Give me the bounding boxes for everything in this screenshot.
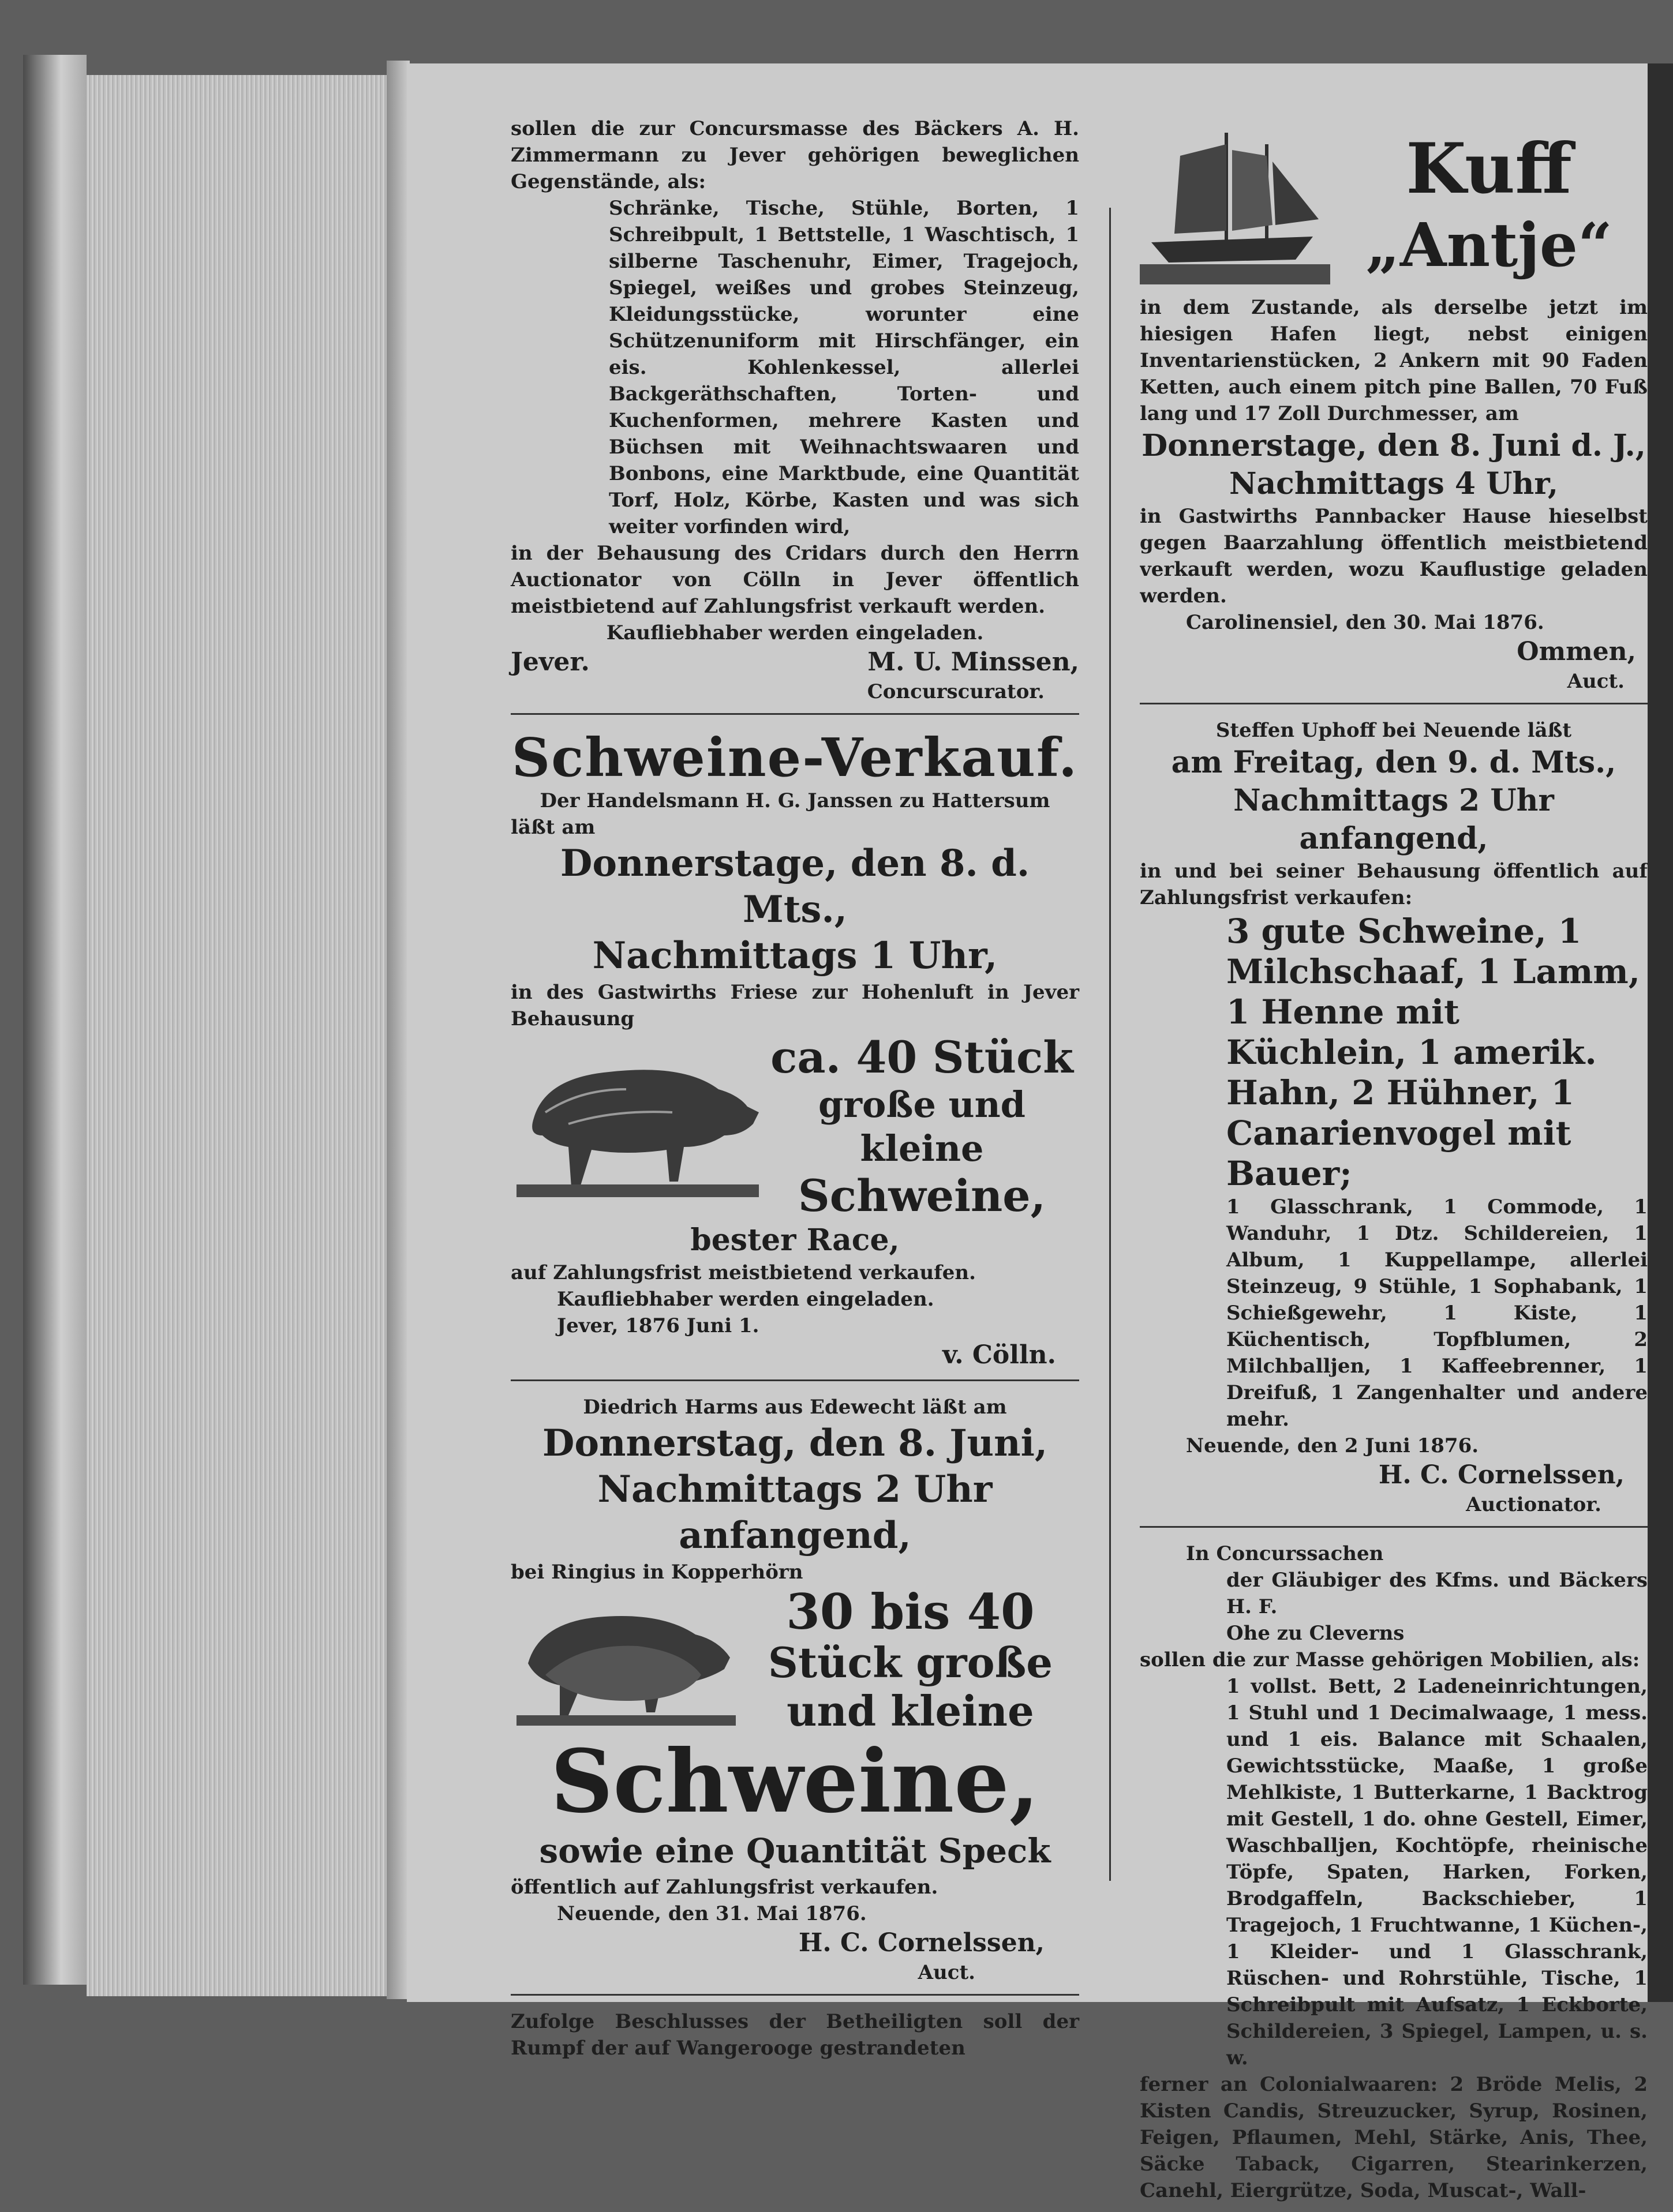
ad-role: Auct. [918,1961,975,1984]
ad-date: am Freitag, den 9. d. Mts., [1171,745,1616,780]
ad-role: Auctionator. [1466,1493,1601,1516]
ad-role: Auct. [1567,670,1625,693]
book-gutter [387,61,410,1999]
ad-location: in und bei seiner Behausung öffentlich auf Zahlungsfrist verkaufen: [1140,860,1648,909]
pig-illustration-row [511,1032,1079,1221]
ad-diedrich-harms [511,1394,1079,1986]
separator [1140,703,1648,704]
ad-body: in der Behausung des Cridars durch den Herrn Auctionator von Cölln in Jever öffentlich meistbietend auf Zahlungsfrist verkauft werden. [511,542,1079,618]
ad-dateline: Neuende, den 31. Mai 1876. [557,1902,867,1925]
goods-count: ca. 40 Stück [770,1032,1073,1083]
ad-time: Nachmittags 4 Uhr, [1229,466,1559,501]
ad-schweine-verkauf [511,728,1079,1371]
separator [511,1994,1079,1996]
ad-kuff-antje [1140,115,1648,695]
ad-zimmermann [511,115,1079,705]
ad-invite: Kaufliebhaber werden eingeladen. [557,1288,934,1311]
ad-intro: sollen die zur Concursmasse des Bäckers A. H. Zimmermann zu Jever gehörigen beweglichen Gegenstände, als: [511,117,1079,193]
goods-size: und kleine [787,1686,1034,1735]
ad-line-3: Ohe zu Cleverns [1226,1622,1405,1645]
ad-signature [511,646,1079,678]
ad-signer: v. Cölln. [942,1340,1056,1370]
goods-kind: Schweine, [551,1731,1039,1832]
goods-count: 30 bis 40 [786,1583,1035,1640]
ad-body: in dem Zustande, als derselbe jetzt im hiesigen Hafen liegt, nebst einigen Inventarienstücken, 2 Ankern mit 90 Faden Ketten, auch einem pitch pine Ballen, 70 Fuß lang und 17 Zoll Durchmesser, am [1140,296,1648,425]
goods-size: große und kleine [818,1083,1025,1169]
ad-more: ferner an Colonialwaaren: 2 Bröde Melis, 2 Kisten Candis, Streuzucker, Syrup, Rosinen, Feigen, Pflaumen, Mehl, Stärke, Anis, Thee, Säcke Taback, Cigarren, Stearinkerzen, Canehl, Eiergrütze, Soda, Muscat-, Wall- [1140,2073,1648,2202]
ad-invite: Kaufliebhaber werden eingeladen. [606,621,984,644]
book-edge-right [1648,63,1673,2002]
ad-items: 1 vollst. Bett, 2 Ladeneinrichtungen, 1 Stuhl und 1 Decimalwaage, 1 mess. und 1 eis. Balance mit Schaalen, Gewichtsstücke, Maaße, 1 große Mehlkiste, 1 Butterkarne, 1 Backtrog mit Gestell, 1 do. ohne Gestell, Eimer, Waschballjen, Kochtöpfe, rheinische Töpfe, Spaten, Harken, Forken, Brodgaffeln, Backschieber, 1 Tragejoch, 1 Fruchtwanne, 1 Küchen-, 1 Kleider- und 1 Glasschrank, Rüschen- und Rohrstühle, Tische, 1 Schreibpult mit Aufsatz, 1 Eckborte, Schildereien, 3 Spiegel, Lampen, u. s. w. [1226,1675,1648,2069]
goods-unit: Stück große [768,1638,1053,1687]
separator [1140,1526,1648,1528]
ad-animals: 3 gute Schweine, 1 Milchschaaf, 1 Lamm, 1 Henne mit Küchlein, 1 amerik. Hahn, 2 Hühner, 1 Canarienvogel mit Bauer; [1226,912,1640,1193]
ad-items: 1 Glasschrank, 1 Commode, 1 Wanduhr, 1 Dtz. Schildereien, 1 Album, 1 Kuppellampe, allerlei Steinzeug, 9 Stühle, 1 Sophabank, 1 Schießgewehr, 1 Kiste, 1 Küchentisch, Topfblumen, 2 Milchballjen, 1 Kaffeebrenner, 1 Dreifuß, 1 Zangenhalter und andere mehr. [1226,1195,1648,1431]
column-divider [1109,208,1111,1881]
ad-terms: auf Zahlungsfrist meistbietend verkaufen. [511,1261,976,1284]
ad-signer: M. U. Minssen, [867,647,1079,677]
ad-time: Nachmittags 2 Uhr anfangend, [1233,783,1554,856]
goods-kind: Schweine, [798,1170,1046,1221]
ad-date: Donnerstag, den 8. Juni, [542,1422,1048,1465]
ad-role: Concurscurator. [867,680,1045,703]
ad-location: bei Ringius in Kopperhörn [511,1561,803,1584]
ad-line-1: In Concurssachen [1186,1542,1384,1565]
ad-intro: Steffen Uphoff bei Neuende läßt [1215,719,1572,742]
ad-dateline: Carolinensiel, den 30. Mai 1876. [1186,611,1544,634]
ad-signer: H. C. Cornelssen, [1378,1460,1625,1490]
ad-intro: Der Handelsmann H. G. Janssen zu Hattersum [540,789,1050,812]
page-stack [87,75,387,1996]
ad-date: Donnerstage, den 8. Juni d. J., [1141,428,1646,463]
ad-signer: Ommen, [1517,637,1636,666]
separator [511,713,1079,715]
ad-wangerooge [511,2008,1079,2061]
ad-intro-2: läßt am [511,816,596,839]
separator [511,1379,1079,1381]
ad-extra: sowie eine Quantität Speck [539,1831,1051,1870]
ad-dateline: Neuende, den 2 Juni 1876. [1186,1434,1479,1457]
ad-steffen-uphoff [1140,717,1648,1518]
pig-icon [511,1049,765,1205]
ship-icon [1140,115,1330,294]
ad-terms: öffentlich auf Zahlungsfrist verkaufen. [511,1876,938,1899]
pigs-icon [511,1588,742,1733]
ad-race: bester Race, [690,1223,900,1258]
ad-place: Jever. [511,647,590,677]
ad-items: Schränke, Tische, Stühle, Borten, 1 Schreibpult, 1 Bettstelle, 1 Waschtisch, 1 silberne Taschenuhr, Eimer, Tragejoch, Spiegel, weißes und grobes Steinzeug, Kleidungsstücke, worunter eine Schützenuniform mit Hirschfänger, ein eis. Kohlenkessel, allerlei Backgeräthschaften, Torten- und Kuchenformen, mehrere Kasten und Büchsen mit Weihnachtswaaren und Bonbons, eine Marktbude, eine Quantität Torf, Holz, Körbe, Kasten und was sich weiter vorfinden wird, [609,197,1079,538]
ad-time: Nachmittags 2 Uhr anfangend, [597,1468,993,1557]
ad-location: in des Gastwirths Friese zur Hohenluft in Jever Behausung [511,981,1079,1030]
ship-title-row [1140,115,1648,294]
pig-offer [765,1032,1079,1221]
pigs-offer [742,1585,1079,1735]
ad-title-2: „Antje“ [1365,209,1612,280]
ad-line-2: der Gläubiger des Kfms. und Bäckers H. F. [1226,1569,1648,1618]
pigs-illustration-row [511,1585,1079,1735]
book-edge-left [23,55,87,1985]
ad-title: Kuff [1406,128,1572,209]
ad-dateline: Jever, 1876 Juni 1. [557,1314,759,1337]
right-column [1140,115,1648,2212]
left-column [511,115,1079,2069]
ad-signer: H. C. Cornelssen, [798,1928,1045,1958]
ad-heading: Schweine-Verkauf. [511,726,1079,789]
ad-line-4: sollen die zur Masse gehörigen Mobilien, als: [1140,1648,1640,1671]
ad-text: Zufolge Beschlusses der Betheiligten soll der Rumpf der auf Wangerooge gestrandeten [511,2010,1079,2060]
ship-name [1330,129,1648,281]
ad-time: Nachmittags 1 Uhr, [592,934,998,977]
ad-intro: Diedrich Harms aus Edewecht läßt am [583,1396,1007,1419]
ad-concurssachen [1140,1540,1648,2204]
ad-body-2: in Gastwirths Pannbacker Hause hieselbst gegen Baarzahlung öffentlich meistbietend verkauft werden, wozu Kauflustige geladen werden. [1140,505,1648,608]
ad-date: Donnerstage, den 8. d. Mts., [560,842,1030,931]
